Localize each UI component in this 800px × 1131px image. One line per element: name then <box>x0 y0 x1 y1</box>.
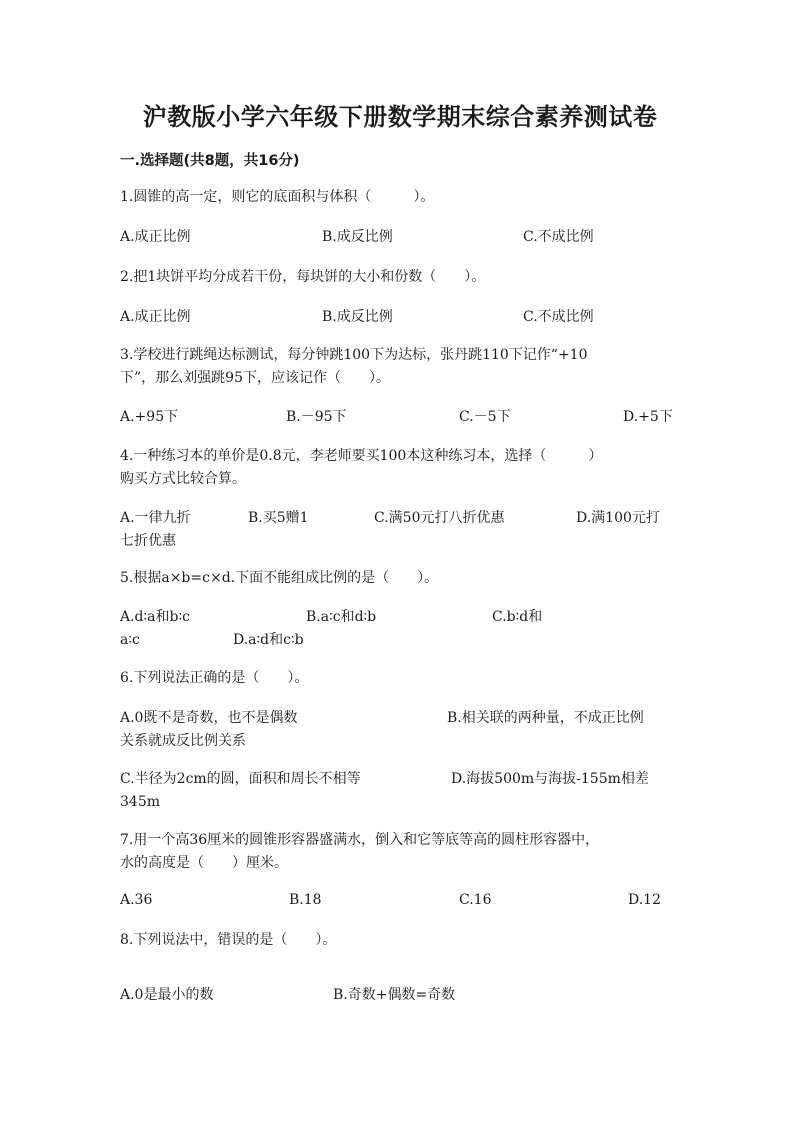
question-6-option-a: A.0既不是奇数，也不是偶数 <box>120 710 298 726</box>
question-4-stem-line-2: 购买方式比较合算。 <box>120 471 246 487</box>
question-4-option-c: C.满50元打八折优惠 <box>374 510 505 526</box>
question-7-option-c: C.16 <box>459 892 492 908</box>
question-2-option-c: C.不成比例 <box>523 309 594 325</box>
question-7-option-b: B.18 <box>289 892 322 908</box>
question-6-stem: 6.下列说法正确的是（ ）。 <box>120 670 309 686</box>
question-7-option-d: D.12 <box>628 892 661 908</box>
page-title: 沪教版小学六年级下册数学期末综合素养测试卷 <box>142 103 658 131</box>
question-5-stem: 5.根据a×b=c×d.下面不能组成比例的是（ ）。 <box>120 570 439 586</box>
question-5-option-b: B.a∶c和d∶b <box>306 609 377 625</box>
question-8-option-a: A.0是最小的数 <box>120 987 214 1003</box>
section-heading: 一.选择题(共8题，共16分) <box>120 153 300 169</box>
question-6-option-b-line-1: B.相关联的两种量，不成正比例 <box>447 710 644 726</box>
question-8-stem: 8.下列说法中，错误的是（ ）。 <box>120 932 337 948</box>
question-2-stem: 2.把1块饼平均分成若干份，每块饼的大小和份数（ ）。 <box>120 269 486 285</box>
question-5-option-c-line-1: C.b∶d和 <box>492 609 543 625</box>
question-5-option-d: D.a∶d和c∶b <box>233 632 304 648</box>
question-1-option-c: C.不成比例 <box>523 229 594 245</box>
question-2-option-a: A.成正比例 <box>120 309 191 325</box>
question-6-option-d-line-1: D.海拔500m与海拔-155m相差 <box>451 771 649 787</box>
question-1-option-b: B.成反比例 <box>322 229 393 245</box>
question-7-stem-line-1: 7.用一个高36厘米的圆锥形容器盛满水，倒入和它等底等高的圆柱形容器中， <box>120 832 600 848</box>
question-6-option-d-line-2: 345m <box>120 794 160 810</box>
question-7-stem-line-2: 水的高度是（ ）厘米。 <box>120 855 288 871</box>
question-3-option-c: C.－5下 <box>459 409 511 425</box>
question-8-option-b: B.奇数+偶数=奇数 <box>333 987 456 1003</box>
question-3-stem-line-1: 3.学校进行跳绳达标测试，每分钟跳100下为达标，张丹跳110下记作“+10 <box>120 347 588 363</box>
question-4-option-a: A.一律九折 <box>120 510 191 526</box>
question-4-option-d-line-1: D.满100元打 <box>576 510 660 526</box>
question-6-option-b-line-2: 关系就成反比例关系 <box>120 733 246 749</box>
question-3-option-d: D.+5下 <box>623 409 673 425</box>
question-5-option-c-line-2: a∶c <box>120 632 140 648</box>
question-1-stem: 1.圆锥的高一定，则它的底面积与体积（ ）。 <box>120 189 435 205</box>
question-4-option-b: B.买5赠1 <box>248 510 309 526</box>
question-3-option-a: A.+95下 <box>120 409 179 425</box>
question-1-option-a: A.成正比例 <box>120 229 191 245</box>
question-5-option-a: A.d∶a和b∶c <box>120 609 190 625</box>
question-7-option-a: A.36 <box>120 892 153 908</box>
question-4-option-d-line-2: 七折优惠 <box>120 533 176 549</box>
question-2-option-b: B.成反比例 <box>322 309 393 325</box>
question-3-option-b: B.－95下 <box>286 409 347 425</box>
question-4-stem-line-1: 4.一种练习本的单价是0.8元，李老师要买100本这种练习本，选择（ ） <box>120 448 603 464</box>
question-6-option-c: C.半径为2cm的圆，面积和周长不相等 <box>120 771 361 787</box>
question-3-stem-line-2: 下”，那么刘强跳95下，应该记作（ ）。 <box>120 370 390 386</box>
